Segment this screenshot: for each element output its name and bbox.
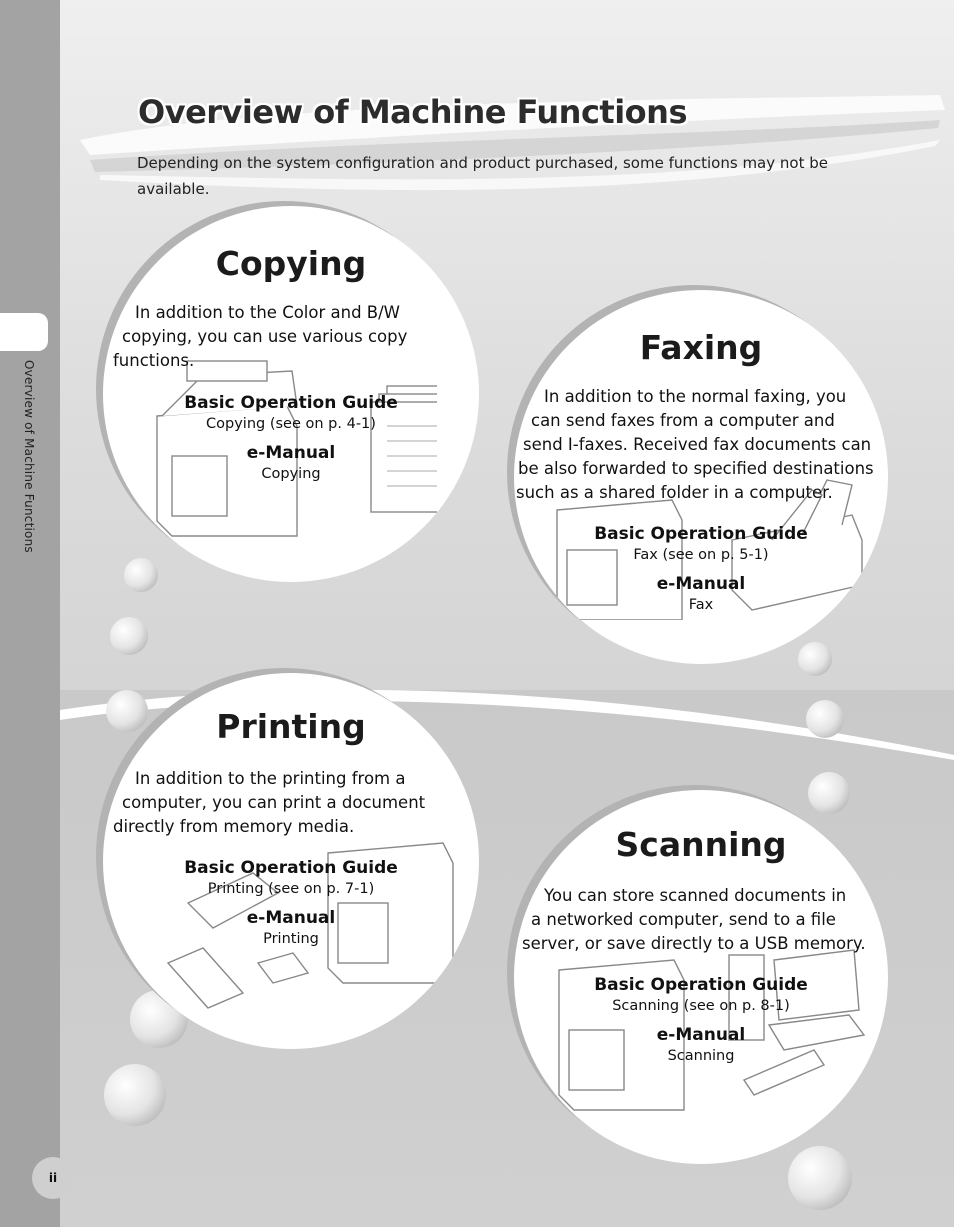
e-manual-ref: Fax bbox=[688, 597, 714, 613]
basic-operation-guide-label: Basic Operation Guide bbox=[594, 524, 808, 544]
basic-operation-guide-label: Basic Operation Guide bbox=[594, 975, 808, 995]
copying-references bbox=[103, 392, 479, 484]
scanning-description bbox=[522, 884, 888, 956]
e-manual-label: e-Manual bbox=[246, 443, 336, 463]
copying-circle bbox=[103, 206, 479, 582]
description-line: be also forwarded to specified destinations bbox=[518, 459, 874, 478]
sidebar-section-label: Overview of Machine Functions bbox=[22, 360, 36, 553]
e-manual-ref: Printing bbox=[263, 931, 319, 947]
sidebar bbox=[0, 0, 60, 1227]
faxing-circle bbox=[514, 290, 888, 664]
faxing-description bbox=[516, 385, 888, 505]
basic-operation-guide-ref: Copying (see on p. 4-1) bbox=[206, 416, 376, 432]
printing-description bbox=[113, 767, 473, 839]
basic-operation-guide-ref: Printing (see on p. 7-1) bbox=[207, 881, 375, 897]
copying-title: Copying bbox=[215, 244, 367, 283]
e-manual-ref: Copying bbox=[261, 466, 321, 482]
scanning-title: Scanning bbox=[615, 825, 787, 864]
basic-operation-guide-ref: Fax (see on p. 5-1) bbox=[633, 547, 769, 563]
page-number: ii bbox=[32, 1157, 74, 1199]
printing-circle bbox=[103, 673, 479, 1049]
decorative-ball bbox=[110, 617, 148, 655]
description-line: computer, you can print a document bbox=[122, 793, 426, 812]
scanning-references bbox=[514, 974, 888, 1066]
basic-operation-guide-ref: Scanning (see on p. 8-1) bbox=[612, 998, 790, 1014]
intro-text: Depending on the system configuration and product purchased, some functions may not be available. bbox=[137, 154, 828, 198]
decorative-ball bbox=[798, 642, 832, 676]
scanning-circle bbox=[514, 790, 888, 1164]
sidebar-tab bbox=[0, 313, 48, 351]
e-manual-ref: Scanning bbox=[667, 1048, 735, 1064]
decorative-ball bbox=[808, 772, 850, 814]
page-title: Overview of Machine Functions bbox=[138, 93, 687, 131]
description-line: can send faxes from a computer and bbox=[531, 411, 835, 430]
copying-description bbox=[113, 301, 473, 373]
e-manual-label: e-Manual bbox=[246, 908, 336, 928]
decorative-ball bbox=[788, 1146, 852, 1210]
description-line: server, or save directly to a USB memory. bbox=[522, 934, 866, 953]
basic-operation-guide-label: Basic Operation Guide bbox=[184, 858, 398, 878]
basic-operation-guide-label: Basic Operation Guide bbox=[184, 393, 398, 413]
e-manual-label: e-Manual bbox=[656, 574, 746, 594]
description-line: In addition to the printing from a bbox=[135, 769, 406, 788]
decorative-ball bbox=[124, 558, 158, 592]
faxing-references bbox=[514, 523, 888, 615]
faxing-title: Faxing bbox=[639, 328, 763, 367]
description-line: In addition to the normal faxing, you bbox=[544, 387, 847, 406]
printing-references bbox=[103, 857, 479, 949]
description-line: In addition to the Color and B/W bbox=[135, 303, 400, 322]
description-line: such as a shared folder in a computer. bbox=[516, 483, 833, 502]
description-line: a networked computer, send to a file bbox=[531, 910, 836, 929]
printing-title: Printing bbox=[216, 707, 366, 746]
description-line: directly from memory media. bbox=[113, 817, 355, 836]
decorative-ball bbox=[104, 1064, 166, 1126]
description-line: send I-faxes. Received fax documents can bbox=[523, 435, 872, 454]
description-line: functions. bbox=[113, 351, 195, 370]
description-line: copying, you can use various copy bbox=[122, 327, 408, 346]
decorative-ball bbox=[806, 700, 844, 738]
description-line: You can store scanned documents in bbox=[544, 886, 847, 905]
e-manual-label: e-Manual bbox=[656, 1025, 746, 1045]
